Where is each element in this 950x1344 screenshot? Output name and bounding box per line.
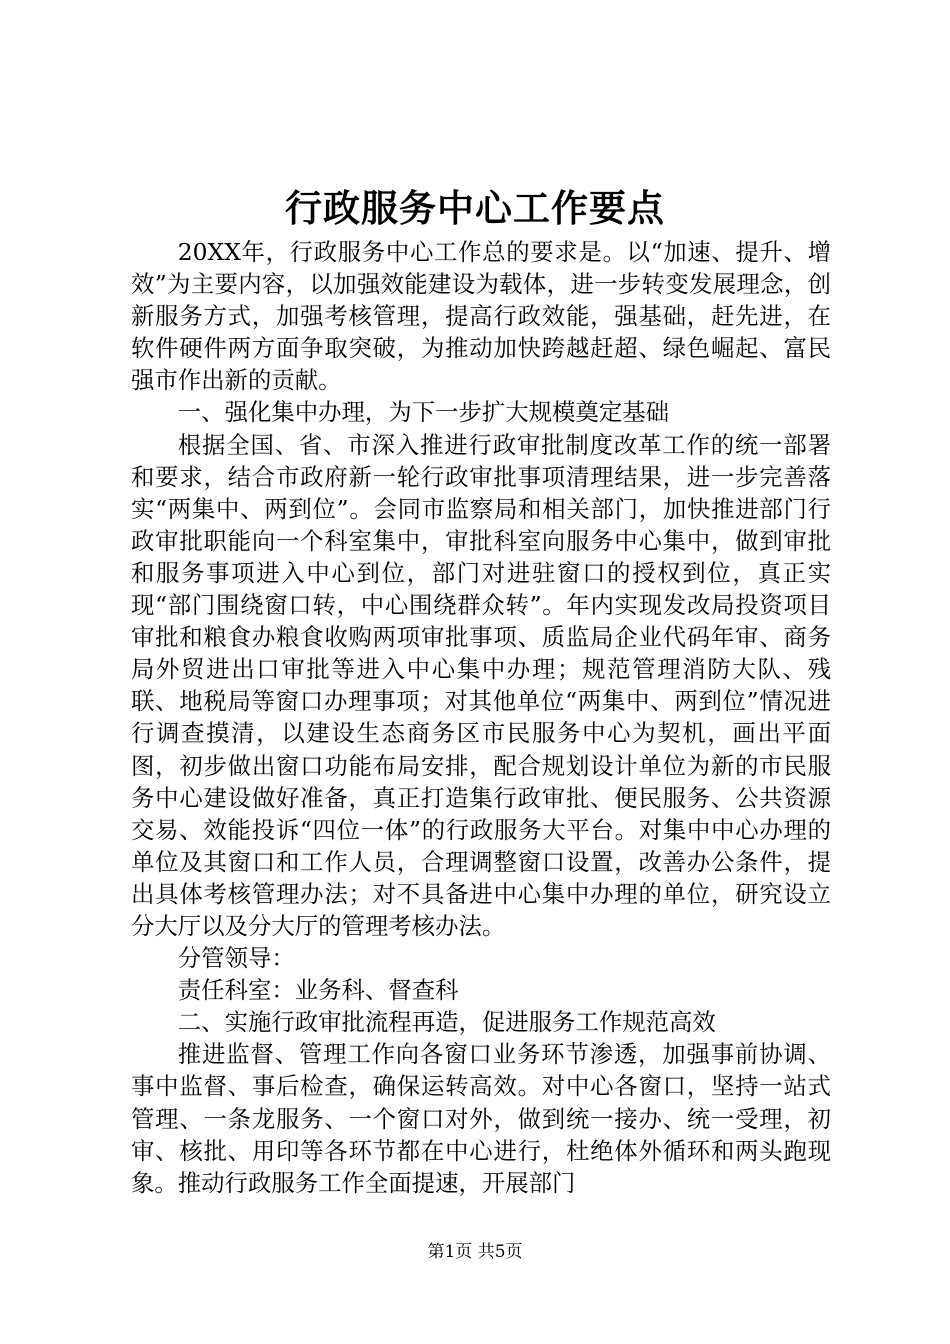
section-heading-1: 一、强化集中办理，为下一步扩大规模奠定基础 (177, 398, 669, 427)
paragraph-intro: 20XX年，行政服务中心工作总的要求是。以“加速、提升、增效”为主要内容，以加强效能建设为载体，进一步转变发展理念，创新服务方式，加强考核管理，提高行政效能，强基础，赶先进，在软件硬件两方面争取突破，为推动加快跨越赶超、绿色崛起、富民强市作出新的贡献。 (131, 238, 831, 395)
paragraph-section-2: 推进监督、管理工作向各窗口业务环节渗透，加强事前协调、事中监督、事后检查，确保运转高效。对中心各窗口，坚持一站式管理、一条龙服务、一个窗口对外，做到统一接办、统一受理，初审、核批、用印等各环节都在中心进行，杜绝体外循环和两头跑现象。推动行政服务工作全面提速，开展部门 (131, 1040, 831, 1197)
section-heading-2: 二、实施行政审批流程再造，促进服务工作规范高效 (177, 1008, 716, 1037)
document-body (131, 236, 831, 1199)
department-line: 责任科室：业务科、督查科 (177, 976, 459, 1005)
paragraph-section-1: 根据全国、省、市深入推进行政审批制度改革工作的统一部署和要求，结合市政府新一轮行政审批事项清理结果，进一步完善落实“两集中、两到位”。会同市监察局和相关部门，加快推进部门行政审批职能向一个科室集中，审批科室向服务中心集中，做到审批和服务事项进入中心到位，部门对进驻窗口的授权到位，真正实现“部门围绕窗口转，中心围绕群众转”。年内实现发改局投资项目审批和粮食办粮食收购两项审批事项、质监局企业代码年审、商务局外贸进出口审批等进入中心集中办理；规范管理消防大队、残联、地税局等窗口办理事项；对其他单位“两集中、两到位”情况进行调查摸清，以建设生态商务区市民服务中心为契机，画出平面图，初步做出窗口功能布局安排，配合规划设计单位为新的市民服务中心建设做好准备，真正打造集行政审批、便民服务、公共资源交易、效能投诉“四位一体”的行政服务大平台。对集中中心办理的单位及其窗口和工作人员，合理调整窗口设置，改善办公条件，提出具体考核管理办法；对不具备进中心集中办理的单位，研究设立分大厅以及分大厅的管理考核办法。 (131, 430, 831, 940)
leader-line: 分管领导： (177, 944, 295, 973)
page-number: 第1页 共5页 (427, 1242, 523, 1262)
document-title: 行政服务中心工作要点 (285, 186, 665, 230)
